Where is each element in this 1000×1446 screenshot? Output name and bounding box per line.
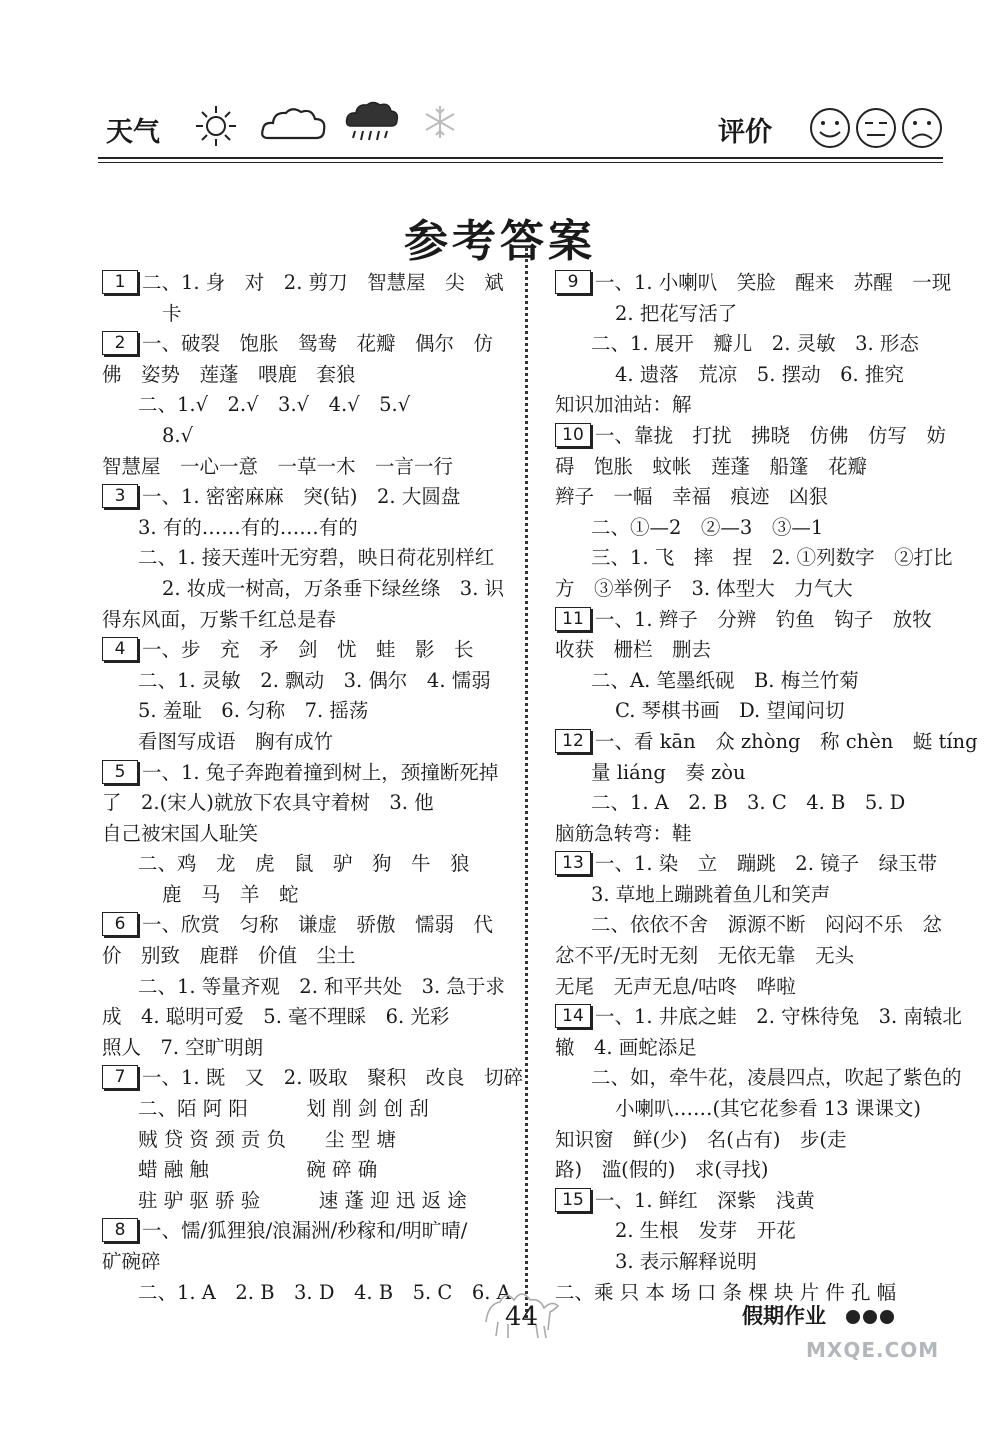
- answer-line: [555, 1125, 960, 1156]
- answer-text: 一、1. 兔子奔跑着撞到树上，颈撞断死掉: [142, 760, 499, 784]
- answer-text: 3. 草地上蹦跳着鱼儿和笑声: [591, 882, 831, 906]
- answer-line: [102, 543, 507, 574]
- answer-text: 一、1. 密密麻麻 突(钻) 2. 大圆盘: [142, 485, 461, 509]
- answer-text: 5. 羞耻 6. 匀称 7. 摇荡: [138, 699, 369, 723]
- lesson-number-box: 14: [555, 1004, 591, 1028]
- answer-text: 二、陌 阿 阳 划 削 剑 创 刮: [138, 1097, 429, 1121]
- page-title: 参考答案: [404, 216, 596, 267]
- answer-text: 鹿 马 羊 蛇: [162, 882, 299, 906]
- page-header: [98, 92, 943, 162]
- answer-line: [555, 390, 960, 421]
- page-number: 44: [505, 1302, 539, 1332]
- answer-line: [102, 696, 507, 727]
- answer-text: 收获 栅栏 删去: [555, 638, 712, 662]
- answer-line: [102, 574, 507, 605]
- answer-line: [102, 1063, 524, 1094]
- answer-line: [102, 819, 507, 850]
- answer-text: 一、破裂 饱胀 鸳鸯 花瓣 偶尔 仿: [142, 332, 494, 356]
- answer-text: 贼 贷 资 颈 贡 负 尘 型 塘: [138, 1127, 396, 1151]
- lesson-number-box: 5: [102, 760, 138, 784]
- answer-text: 二、1. 等量齐观 2. 和平共处 3. 急于求: [138, 974, 505, 998]
- answer-text: 知识加油站：解: [555, 393, 692, 417]
- answer-text: 自己被宋国人耻笑: [102, 821, 259, 845]
- answer-text: 一、欣赏 匀称 谦虚 骄傲 懦弱 代: [142, 913, 494, 937]
- watermark-text: MXQE.COM: [806, 1338, 940, 1362]
- answer-line: [102, 1094, 507, 1125]
- answer-text: 路) 滥(假的) 求(寻找): [555, 1158, 769, 1182]
- dot-icon: [846, 1310, 860, 1324]
- answer-text: 二、乘 只 本 场 口 条 棵 块 片 件 孔 幅: [555, 1280, 897, 1304]
- answer-line: [102, 1216, 507, 1247]
- answer-text: 一、懦/狐狸狼/浪漏洲/秒稼和/明旷晴/: [142, 1219, 468, 1243]
- lesson-number-box: 13: [555, 851, 591, 875]
- answer-text: 看图写成语 胸有成竹: [138, 729, 334, 753]
- answer-text: 照人 7. 空旷明朗: [102, 1035, 264, 1059]
- answer-text: 二、1. 身 对 2. 剪刀 智慧屋 尖 斌: [142, 271, 504, 294]
- answer-text: 一、看 kān 众 zhòng 称 chèn 蜓 tíng: [595, 729, 978, 753]
- answer-line: [555, 788, 960, 819]
- answer-line: [555, 910, 960, 941]
- answer-line: [555, 268, 960, 299]
- answer-line: [555, 360, 960, 391]
- answer-line: [555, 513, 960, 544]
- header-rule: [98, 157, 943, 159]
- answer-text: 二、1.√ 2.√ 3.√ 4.√ 5.√: [138, 393, 411, 417]
- answer-line: [555, 1002, 960, 1033]
- answer-line: [102, 910, 507, 941]
- lesson-number-box: 9: [555, 270, 591, 294]
- column-divider: [525, 248, 528, 1318]
- answer-line: [555, 972, 960, 1003]
- lesson-number-box: 10: [555, 423, 591, 447]
- answer-text: 辫子 一幅 幸福 痕迹 凶狠: [555, 485, 829, 509]
- dot-icon: [863, 1310, 877, 1324]
- answer-text: 三、1. 飞 摔 捏 2. ①列数字 ②打比: [591, 546, 953, 570]
- lesson-number-box: 11: [555, 607, 591, 631]
- answer-text: 佛 姿势 莲蓬 喂鹿 套狼: [102, 362, 356, 386]
- answer-text: 忿不平/无时无刻 无依无靠 无头: [555, 944, 855, 968]
- answer-text: 二、鸡 龙 虎 鼠 驴 狗 牛 狼: [138, 852, 470, 876]
- answer-line: [555, 1247, 960, 1278]
- answer-text: 量 liáng 奏 zòu: [591, 760, 746, 784]
- footer-dots: [846, 1309, 897, 1328]
- answer-line: [555, 849, 960, 880]
- answer-line: [102, 849, 507, 880]
- answer-line: [102, 666, 507, 697]
- answer-text: 二、1. A 2. B 3. D 4. B 5. C 6. A: [138, 1280, 511, 1304]
- answer-line: [555, 482, 960, 513]
- answer-line: [102, 788, 507, 819]
- answer-text: C. 琴棋书画 D. 望闻问切: [615, 699, 845, 723]
- answer-text: 智慧屋 一心一意 一草一木 一言一行: [102, 454, 454, 478]
- answer-text: 二、①—2 ②—3 ③—1: [591, 515, 824, 539]
- answer-text: 一、1. 井底之蛙 2. 守株待兔 3. 南辕北: [595, 1005, 962, 1029]
- answer-text: 一、1. 染 立 蹦跳 2. 镜子 绿玉带: [595, 852, 938, 876]
- answer-text: 价 别致 鹿群 价值 尘土: [102, 944, 356, 968]
- weather-label: 天气: [106, 117, 160, 148]
- answer-line: [102, 1002, 507, 1033]
- answer-text: 成 4. 聪明可爱 5. 毫不理睬 6. 光彩: [102, 1005, 450, 1029]
- answer-line: [102, 1155, 507, 1186]
- answer-text: 4. 遗落 荒凉 5. 摆动 6. 推究: [615, 362, 904, 386]
- answer-line: [102, 1278, 511, 1309]
- book-label: 假期作业: [742, 1303, 826, 1328]
- rating-label: 评价: [718, 117, 772, 148]
- answer-line: [102, 390, 507, 421]
- lesson-number-box: 6: [102, 912, 138, 936]
- answer-text: 了 2.(宋人)就放下农具守着树 3. 他: [102, 791, 434, 815]
- answer-text: 碍 饱胀 蚊帐 莲蓬 船篷 花瓣: [555, 454, 868, 478]
- answer-text: 2. 妆成一树高，万条垂下绿丝绦 3. 识: [162, 576, 505, 600]
- answer-text: 一、1. 小喇叭 笑脸 醒来 苏醒 一现: [595, 271, 952, 294]
- answer-line: [102, 758, 507, 789]
- answer-line: [555, 421, 960, 452]
- answer-line: [555, 727, 978, 758]
- answer-text: 3. 有的……有的……有的: [138, 515, 358, 539]
- answer-text: 一、步 充 矛 剑 忧 蛙 影 长: [142, 638, 474, 662]
- answer-text: 二、1. A 2. B 3. C 4. B 5. D: [591, 791, 906, 815]
- answer-line: [555, 452, 960, 483]
- header-rule-thin: [98, 162, 943, 163]
- answer-line: [102, 1033, 507, 1064]
- answer-text: 驻 驴 驱 骄 验 速 蓬 迎 迅 返 途: [138, 1188, 467, 1212]
- lesson-number-box: 3: [102, 484, 138, 508]
- answer-line: [555, 635, 960, 666]
- answer-line: [555, 1094, 960, 1125]
- answer-line: [102, 1125, 507, 1156]
- answer-text: 2. 生根 发芽 开花: [615, 1219, 796, 1243]
- answer-line: [102, 421, 507, 452]
- answer-text: 小喇叭……(其它花参看 13 课课文): [615, 1097, 921, 1121]
- answer-text: 二、1. 接天莲叶无穷碧，映日荷花别样红: [138, 546, 495, 570]
- answer-text: 二、如，牵牛花，凌晨四点，吹起了紫色的: [591, 1066, 962, 1090]
- snowflake-icon: [420, 102, 460, 142]
- answer-line: [102, 880, 507, 911]
- answer-text: 蜡 融 触 碗 碎 确: [138, 1158, 378, 1182]
- lesson-number-box: 2: [102, 331, 138, 355]
- answer-line: [555, 1155, 960, 1186]
- lesson-number-box: 7: [102, 1065, 138, 1089]
- answer-line: [555, 666, 960, 697]
- answer-line: [555, 696, 960, 727]
- lesson-number-box: 12: [555, 729, 591, 753]
- answer-line: [555, 543, 960, 574]
- answer-line: [555, 819, 960, 850]
- sun-icon: [194, 104, 238, 148]
- neutral-face-icon: [854, 106, 898, 150]
- answer-line: [102, 972, 507, 1003]
- answer-text: 一、1. 鲜红 深紫 浅黄: [595, 1188, 815, 1212]
- answer-line: [102, 605, 507, 636]
- answer-line: [555, 1216, 960, 1247]
- dot-icon: [880, 1310, 894, 1324]
- answer-line: [102, 452, 507, 483]
- answer-text: 一、1. 辫子 分辨 钓鱼 钩子 放牧: [595, 607, 932, 631]
- answer-line: [102, 635, 507, 666]
- answer-line: [102, 299, 507, 330]
- answer-text: 得东风面，万紫千红总是春: [102, 607, 337, 631]
- answer-line: [102, 268, 507, 299]
- answer-line: [555, 1063, 960, 1094]
- answer-line: [102, 727, 507, 758]
- lesson-number-box: 1: [102, 270, 138, 294]
- answer-line: [555, 299, 960, 330]
- cloud-icon: [260, 104, 328, 144]
- answer-text: 8.√: [162, 423, 194, 447]
- answer-column-left: [102, 268, 524, 1308]
- answer-text: 一、靠拢 打扰 拂晓 仿佛 仿写 妨: [595, 423, 947, 447]
- answer-text: 二、1. 展开 瓣儿 2. 灵敏 3. 形态: [591, 332, 919, 356]
- answer-text: 矿碗碎: [102, 1250, 161, 1273]
- answer-line: [555, 1033, 960, 1064]
- answer-line: [102, 329, 507, 360]
- answer-column-right: [555, 268, 978, 1308]
- answer-text: 知识窗 鲜(少) 名(占有) 步(走: [555, 1127, 847, 1151]
- answer-text: 一、1. 既 又 2. 吸取 聚积 改良 切碎: [142, 1066, 524, 1090]
- answer-text: 二、A. 笔墨纸砚 B. 梅兰竹菊: [591, 668, 859, 692]
- answer-text: 二、依依不舍 源源不断 闷闷不乐 忿: [591, 913, 943, 937]
- answer-line: [102, 1247, 507, 1278]
- sad-face-icon: [900, 106, 944, 150]
- answer-text: 2. 把花写活了: [615, 301, 738, 325]
- answer-line: [102, 513, 507, 544]
- smile-face-icon: [808, 106, 852, 150]
- answer-line: [102, 360, 507, 391]
- answer-line: [555, 880, 960, 911]
- answer-line: [102, 1186, 507, 1217]
- answer-line: [555, 574, 960, 605]
- answer-text: 3. 表示解释说明: [615, 1250, 757, 1273]
- answer-line: [102, 482, 507, 513]
- answer-line: [555, 605, 960, 636]
- lesson-number-box: 4: [102, 637, 138, 661]
- answer-text: 脑筋急转弯：鞋: [555, 821, 692, 845]
- lesson-number-box: 8: [102, 1218, 138, 1242]
- answer-text: 二、1. 灵敏 2. 飘动 3. 偶尔 4. 懦弱: [138, 668, 491, 692]
- answer-text: 方 ③举例子 3. 体型大 力气大: [555, 576, 853, 600]
- rain-cloud-icon: [345, 100, 399, 148]
- answer-line: [102, 941, 507, 972]
- answer-text: 辙 4. 画蛇添足: [555, 1035, 697, 1059]
- lesson-number-box: 15: [555, 1188, 591, 1212]
- answer-line: [555, 941, 960, 972]
- answer-text: 无尾 无声无息/咕咚 哗啦: [555, 974, 796, 998]
- answer-line: [555, 1186, 960, 1217]
- answer-line: [555, 329, 960, 360]
- answer-line: [555, 758, 960, 789]
- answer-text: 卡: [162, 301, 182, 325]
